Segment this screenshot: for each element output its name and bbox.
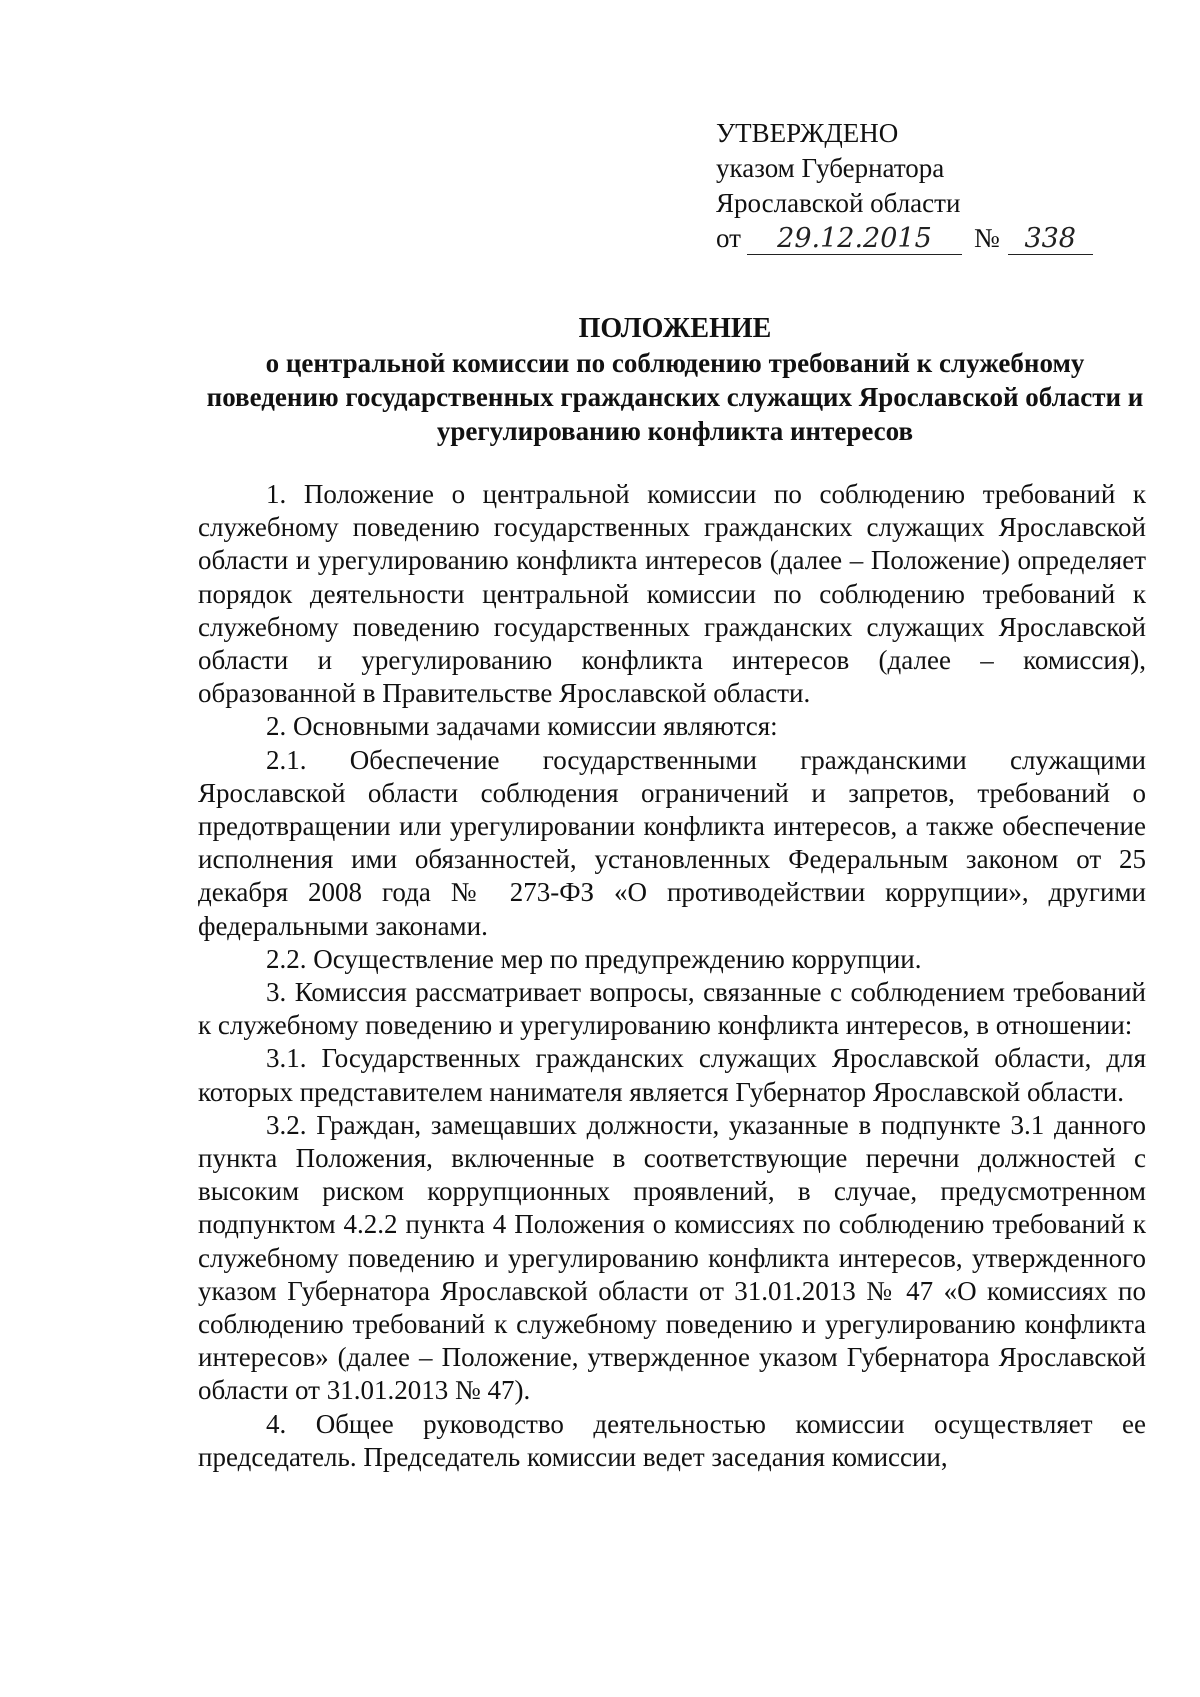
paragraph-2: 2. Основными задачами комиссии являются: [266, 711, 778, 742]
decree-label: указом Губернатора [716, 153, 945, 183]
date-number-line [716, 221, 1093, 256]
number-prefix: № [973, 223, 1000, 253]
document-title-block [200, 312, 1150, 448]
date-prefix: от [716, 223, 741, 253]
document-body [198, 478, 1146, 1474]
paragraph-1: 1. Положение о центральной комиссии по соблюдению требований к служебному поведению государственных гражданских служащих Ярославской области и урегулированию конфликта интересов (далее – Положение) определяет порядок деятельности центральной комиссии по соблюдению требований к служебному поведению государственных гражданских служащих Ярославской области и урегулированию конфликта интересов (далее – комиссия), образованной в Правительстве Ярославской области. [198, 479, 1146, 709]
approval-stamp-block [716, 116, 1093, 256]
document-title: ПОЛОЖЕНИЕ [578, 313, 772, 344]
paragraph-4: 4. Общее руководство деятельностью комиссии осуществляет ее председатель. Председатель комиссии ведет заседания комиссии, [198, 1408, 1146, 1472]
handwritten-number: 338 [1008, 224, 1093, 255]
paragraph-3-2: 3.2. Граждан, замещавших должности, указанные в подпункте 3.1 данного пункта Положения, включенные в соответствующие перечни должностей с высоким риском коррупционных проявлений, в случае, предусмотренном подпунктом 4.2.2 пункта 4 Положения о комиссиях по соблюдению требований к служебному поведению и урегулированию конфликта интересов, утвержденного указом Губернатора Ярославской области от 31.01.2013 № 47 «О комиссиях по соблюдению требований к служебному поведению и урегулированию конфликта интересов» (далее – Положение, утвержденное указом Губернатора Ярославской области от 31.01.2013 № 47). [198, 1109, 1146, 1406]
paragraph-2-1: 2.1. Обеспечение государственными гражданскими служащими Ярославской области соблюдения ограничений и запретов, требований о предотвращении или урегулировании конфликта интересов, а также обеспечение исполнения ими обязанностей, установленных Федеральным законом от 25 декабря 2008 года № 273-ФЗ «О противодействии коррупции», другими федеральными законами. [198, 744, 1146, 941]
paragraph-3-1: 3.1. Государственных гражданских служащих Ярославской области, для которых представителем нанимателя является Губернатор Ярославской области. [198, 1043, 1146, 1107]
approved-label: УТВЕРЖДЕНО [716, 118, 899, 148]
paragraph-3: 3. Комиссия рассматривает вопросы, связанные с соблюдением требований к служебному поведению и урегулированию конфликта интересов, в отношении: [198, 977, 1146, 1041]
document-subtitle: о центральной комиссии по соблюдению требований к служебному поведению государственных гражданских служащих Ярославской области и урегулированию конфликта интересов [206, 348, 1144, 446]
region-label: Ярославской области [716, 188, 961, 218]
paragraph-2-2: 2.2. Осуществление мер по предупреждению коррупции. [266, 943, 922, 974]
handwritten-date: 29.12.2015 [747, 224, 962, 255]
